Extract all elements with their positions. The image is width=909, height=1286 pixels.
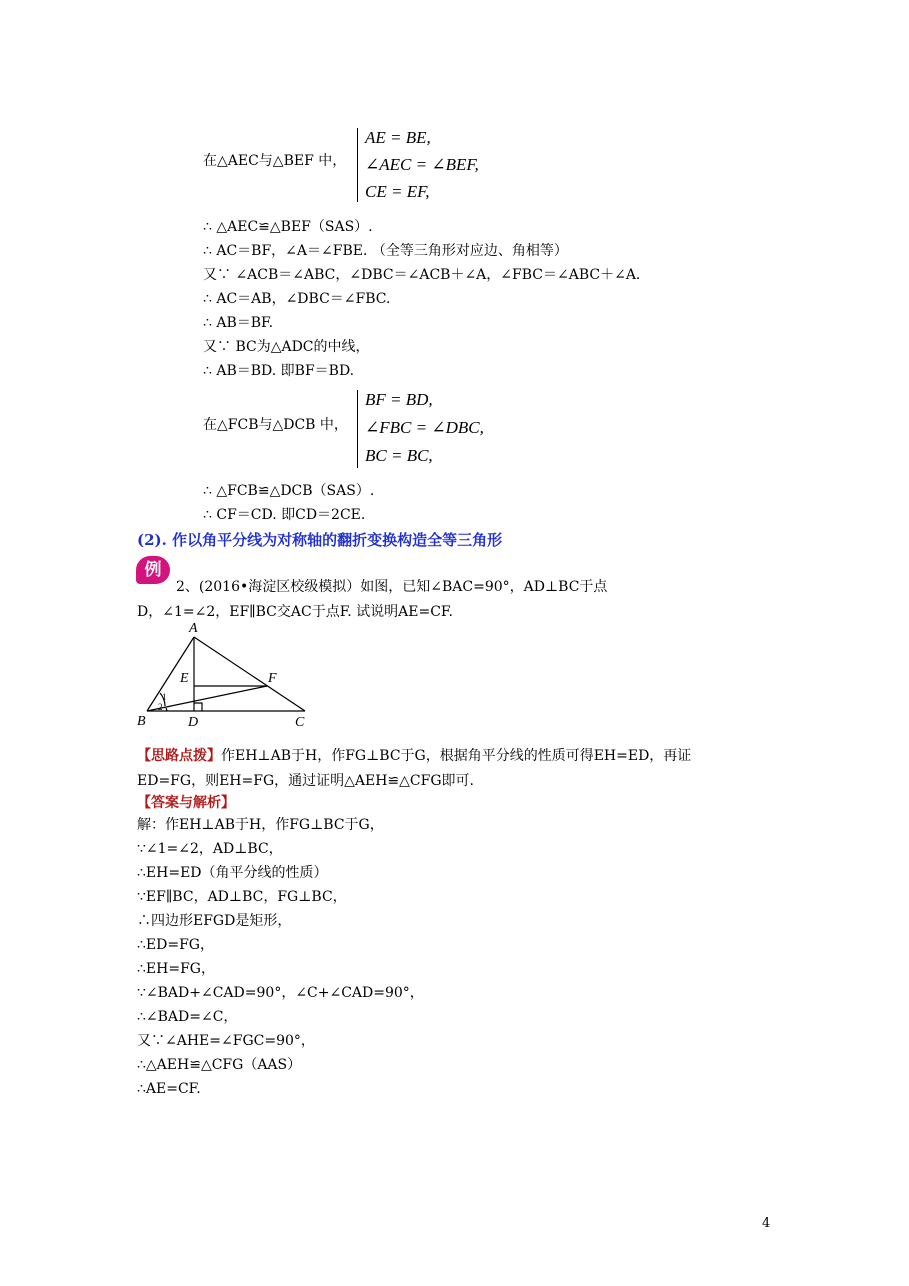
- proof-line: ∴ AC＝AB，∠DBC＝∠FBC.: [203, 291, 391, 307]
- label-b: B: [137, 714, 146, 729]
- proof-line: ∴ AB＝BF.: [203, 315, 274, 331]
- solution-line: ∴EH=ED（角平分线的性质）: [137, 865, 328, 881]
- label-e: E: [180, 671, 189, 686]
- equation-line: AE = BE,: [365, 128, 431, 147]
- label-d: D: [188, 715, 199, 730]
- section-heading: (2). 作以角平分线为对称轴的翻折变换构造全等三角形: [137, 531, 503, 549]
- solution-line: ∴AE=CF.: [137, 1081, 201, 1097]
- hint-line-1: [137, 746, 691, 766]
- label-angle-2: 2: [158, 702, 163, 712]
- proof-line: ∴ △FCB≌△DCB（SAS）.: [203, 483, 375, 499]
- solution-line: ∴∠BAD=∠C，: [137, 1009, 238, 1025]
- solution-line: ∴△AEH≌△CFG（AAS）: [137, 1057, 302, 1073]
- system-brace-1: [357, 128, 358, 202]
- solution-line: ∴ED=FG，: [137, 937, 214, 953]
- proof-line: 又∵ BC为△ADC的中线，: [203, 339, 370, 355]
- label-f: F: [268, 671, 277, 686]
- label-angle-1: 1: [162, 692, 167, 702]
- problem-line: D，∠1=∠2，EF∥BC交AC于点F. 试说明AE=CF.: [137, 604, 453, 620]
- triangle-figure: [133, 620, 313, 735]
- hint-label: 【思路点拨】: [137, 748, 221, 764]
- equation-line: CE = EF,: [365, 182, 430, 201]
- system-intro-2: 在△FCB与△DCB 中，: [203, 417, 348, 433]
- solution-line: ∵∠1=∠2，AD⊥BC，: [137, 841, 283, 857]
- equation-line: BF = BD,: [365, 390, 433, 409]
- solution-line: 又∵∠AHE=∠FGC=90°，: [137, 1033, 315, 1049]
- segment-ac: [194, 637, 305, 711]
- proof-line: ∴ △AEC≌△BEF（SAS）.: [203, 219, 373, 235]
- proof-line: ∴ AC＝BF，∠A＝∠FBE. （全等三角形对应边、角相等）: [203, 243, 568, 259]
- solution-line: ∵EF∥BC，AD⊥BC，FG⊥BC，: [137, 889, 347, 905]
- equation-line: ∠AEC = ∠BEF,: [365, 155, 479, 174]
- right-angle-mark: [194, 703, 202, 711]
- system-intro-1: 在△AEC与△BEF 中，: [203, 153, 347, 169]
- solution-line: ∴四边形EFGD是矩形，: [137, 913, 292, 929]
- label-c: C: [295, 715, 305, 730]
- hint-line-2: ED=FG，则EH=FG，通过证明△AEH≌△CFG即可.: [137, 773, 474, 789]
- solution-line: ∵∠BAD+∠CAD=90°，∠C+∠CAD=90°，: [137, 985, 424, 1001]
- system-brace-2: [357, 390, 358, 468]
- proof-line: ∴ AB＝BD. 即BF＝BD.: [203, 363, 355, 379]
- page-number: 4: [762, 1216, 771, 1231]
- proof-line: 又∵ ∠ACB＝∠ABC，∠DBC＝∠ACB＋∠A，∠FBC＝∠ABC＋∠A.: [203, 267, 641, 283]
- answer-label: 【答案与解析】: [137, 795, 235, 811]
- hint-text: 作EH⊥AB于H，作FG⊥BC于G，根据角平分线的性质可得EH=ED，再证: [221, 748, 692, 764]
- problem-line: 2、(2016•海淀区校级模拟）如图，已知∠BAC=90°，AD⊥BC于点: [176, 579, 608, 595]
- equation-line: ∠FBC = ∠DBC,: [365, 418, 484, 437]
- solution-line: 解：作EH⊥AB于H，作FG⊥BC于G，: [137, 817, 384, 833]
- label-a: A: [189, 621, 198, 636]
- proof-line: ∴ CF＝CD. 即CD＝2CE.: [203, 507, 366, 523]
- solution-line: ∴EH=FG，: [137, 961, 215, 977]
- equation-line: BC = BC,: [365, 446, 433, 465]
- example-badge: 例: [136, 556, 170, 584]
